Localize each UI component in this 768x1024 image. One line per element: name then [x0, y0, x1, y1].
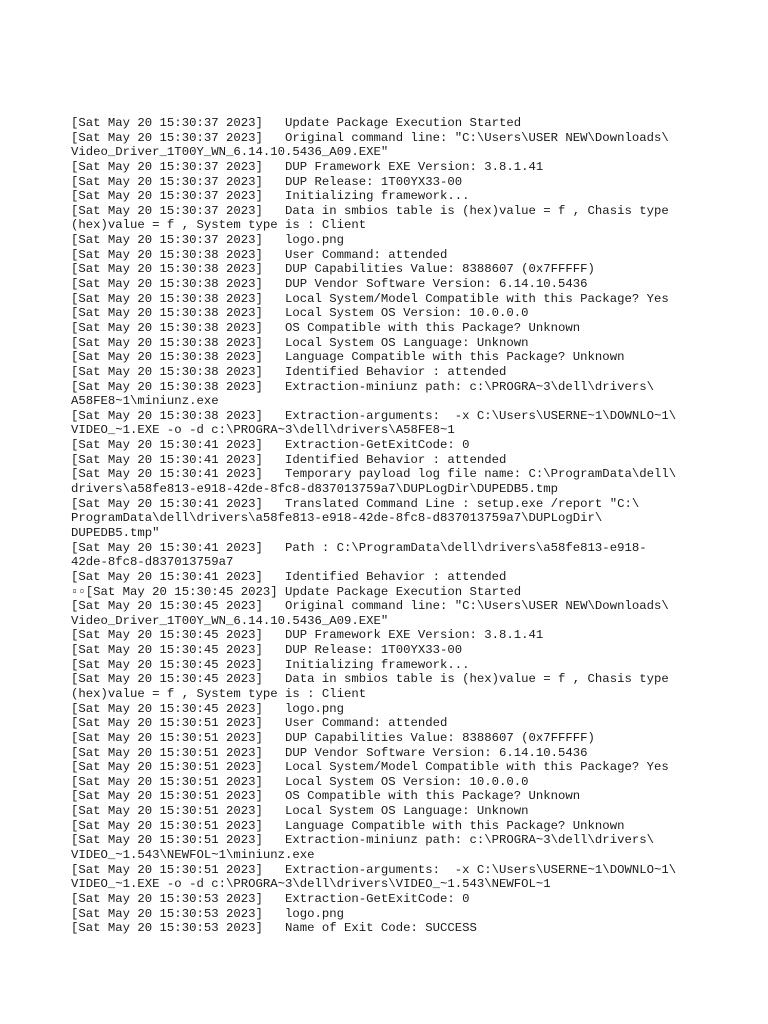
log-line: [Sat May 20 15:30:38 2023] Identified Behavior : attended: [71, 364, 507, 379]
log-line: [Sat May 20 15:30:45 2023] Initializing framework...: [71, 657, 470, 672]
log-line: [Sat May 20 15:30:41 2023] Temporary payload log file name: C:\ProgramData\dell\: [71, 467, 677, 482]
log-line: [Sat May 20 15:30:51 2023] Local System OS Language: Unknown: [71, 804, 529, 819]
log-line: drivers\a58fe813-e918-42de-8fc8-d837013759a7\DUPLogDir\DUPEDB5.tmp: [71, 482, 559, 497]
log-line: [Sat May 20 15:30:37 2023] Initializing framework...: [71, 189, 470, 204]
log-line: [Sat May 20 15:30:41 2023] Path : C:\ProgramData\dell\drivers\a58fe813-e918-: [71, 540, 647, 555]
log-line: [Sat May 20 15:30:37 2023] logo.png: [71, 233, 345, 248]
log-line: Video_Driver_1T00Y_WN_6.14.10.5436_A09.EXE": [71, 613, 389, 628]
log-line: [Sat May 20 15:30:51 2023] OS Compatible with this Package? Unknown: [71, 789, 581, 804]
log-line: VIDEO_~1.EXE -o -d c:\PROGRA~3\dell\drivers\VIDEO_~1.543\NEWFOL~1: [71, 877, 551, 892]
log-line: [Sat May 20 15:30:45 2023] Original command line: "C:\Users\USER NEW\Downloads\: [71, 599, 669, 614]
log-line: [Sat May 20 15:30:38 2023] User Command: attended: [71, 247, 448, 262]
log-line: (hex)value = f , System type is : Client: [71, 218, 367, 233]
log-line: [Sat May 20 15:30:53 2023] logo.png: [71, 906, 345, 921]
log-line: [Sat May 20 15:30:37 2023] Update Package Execution Started: [71, 116, 522, 130]
log-line: [Sat May 20 15:30:51 2023] User Command: attended: [71, 716, 448, 731]
log-line: (hex)value = f , System type is : Client: [71, 686, 367, 701]
log-line: [Sat May 20 15:30:38 2023] DUP Vendor Software Version: 6.14.10.5436: [71, 277, 588, 292]
log-line: [Sat May 20 15:30:45 2023] DUP Framework EXE Version: 3.8.1.41: [71, 628, 544, 643]
log-text-body: [71, 116, 751, 936]
log-line: VIDEO_~1.543\NEWFOL~1\miniunz.exe: [71, 848, 315, 863]
log-line: [Sat May 20 15:30:37 2023] DUP Framework EXE Version: 3.8.1.41: [71, 159, 544, 174]
log-line: [Sat May 20 15:30:38 2023] DUP Capabilities Value: 8388607 (0x7FFFFF): [71, 262, 595, 277]
log-line: [Sat May 20 15:30:37 2023] Data in smbios table is (hex)value = f , Chasis type: [71, 203, 669, 218]
log-line: Video_Driver_1T00Y_WN_6.14.10.5436_A09.EXE": [71, 145, 389, 160]
log-line: [Sat May 20 15:30:53 2023] Extraction-GetExitCode: 0: [71, 891, 470, 906]
log-line: ProgramData\dell\drivers\a58fe813-e918-42de-8fc8-d837013759a7\DUPLogDir\: [71, 511, 603, 526]
log-line: [Sat May 20 15:30:45 2023] Data in smbios table is (hex)value = f , Chasis type: [71, 672, 669, 687]
log-line: [Sat May 20 15:30:51 2023] Extraction-miniunz path: c:\PROGRA~3\dell\drivers\: [71, 833, 654, 848]
log-line: A58FE8~1\miniunz.exe: [71, 394, 219, 409]
log-line: [Sat May 20 15:30:53 2023] Name of Exit Code: SUCCESS: [71, 921, 477, 936]
log-line: [Sat May 20 15:30:41 2023] Identified Behavior : attended: [71, 452, 507, 467]
log-line: ▫▫[Sat May 20 15:30:45 2023] Update Package Execution Started: [71, 584, 522, 599]
log-line: [Sat May 20 15:30:41 2023] Identified Behavior : attended: [71, 569, 507, 584]
log-line: [Sat May 20 15:30:38 2023] Local System OS Version: 10.0.0.0: [71, 306, 529, 321]
log-line: DUPEDB5.tmp": [71, 525, 160, 540]
log-line: [Sat May 20 15:30:51 2023] Language Compatible with this Package? Unknown: [71, 818, 625, 833]
log-line: [Sat May 20 15:30:38 2023] OS Compatible with this Package? Unknown: [71, 320, 581, 335]
log-line: [Sat May 20 15:30:38 2023] Local System/Model Compatible with this Package? Yes: [71, 291, 669, 306]
log-line: [Sat May 20 15:30:38 2023] Local System OS Language: Unknown: [71, 335, 529, 350]
log-line: [Sat May 20 15:30:41 2023] Extraction-GetExitCode: 0: [71, 438, 470, 453]
log-line: [Sat May 20 15:30:51 2023] Local System/Model Compatible with this Package? Yes: [71, 760, 669, 775]
log-line: 42de-8fc8-d837013759a7: [71, 555, 234, 570]
log-line: [Sat May 20 15:30:45 2023] DUP Release: 1T00YX33-00: [71, 643, 463, 658]
log-line: [Sat May 20 15:30:38 2023] Extraction-arguments: -x C:\Users\USERNE~1\DOWNLO~1\: [71, 408, 677, 423]
log-line: [Sat May 20 15:30:37 2023] Original command line: "C:\Users\USER NEW\Downloads\: [71, 130, 669, 145]
log-line: [Sat May 20 15:30:38 2023] Extraction-miniunz path: c:\PROGRA~3\dell\drivers\: [71, 379, 654, 394]
log-line: [Sat May 20 15:30:51 2023] Local System OS Version: 10.0.0.0: [71, 774, 529, 789]
log-line: [Sat May 20 15:30:51 2023] Extraction-arguments: -x C:\Users\USERNE~1\DOWNLO~1\: [71, 862, 677, 877]
log-line: [Sat May 20 15:30:51 2023] DUP Capabilities Value: 8388607 (0x7FFFFF): [71, 730, 595, 745]
log-line: [Sat May 20 15:30:41 2023] Translated Command Line : setup.exe /report "C:\: [71, 496, 640, 511]
log-line: [Sat May 20 15:30:51 2023] DUP Vendor Software Version: 6.14.10.5436: [71, 745, 588, 760]
log-line: [Sat May 20 15:30:38 2023] Language Compatible with this Package? Unknown: [71, 350, 625, 365]
log-line: [Sat May 20 15:30:37 2023] DUP Release: 1T00YX33-00: [71, 174, 463, 189]
log-line: [Sat May 20 15:30:45 2023] logo.png: [71, 701, 345, 716]
log-line: VIDEO_~1.EXE -o -d c:\PROGRA~3\dell\drivers\A58FE8~1: [71, 423, 455, 438]
